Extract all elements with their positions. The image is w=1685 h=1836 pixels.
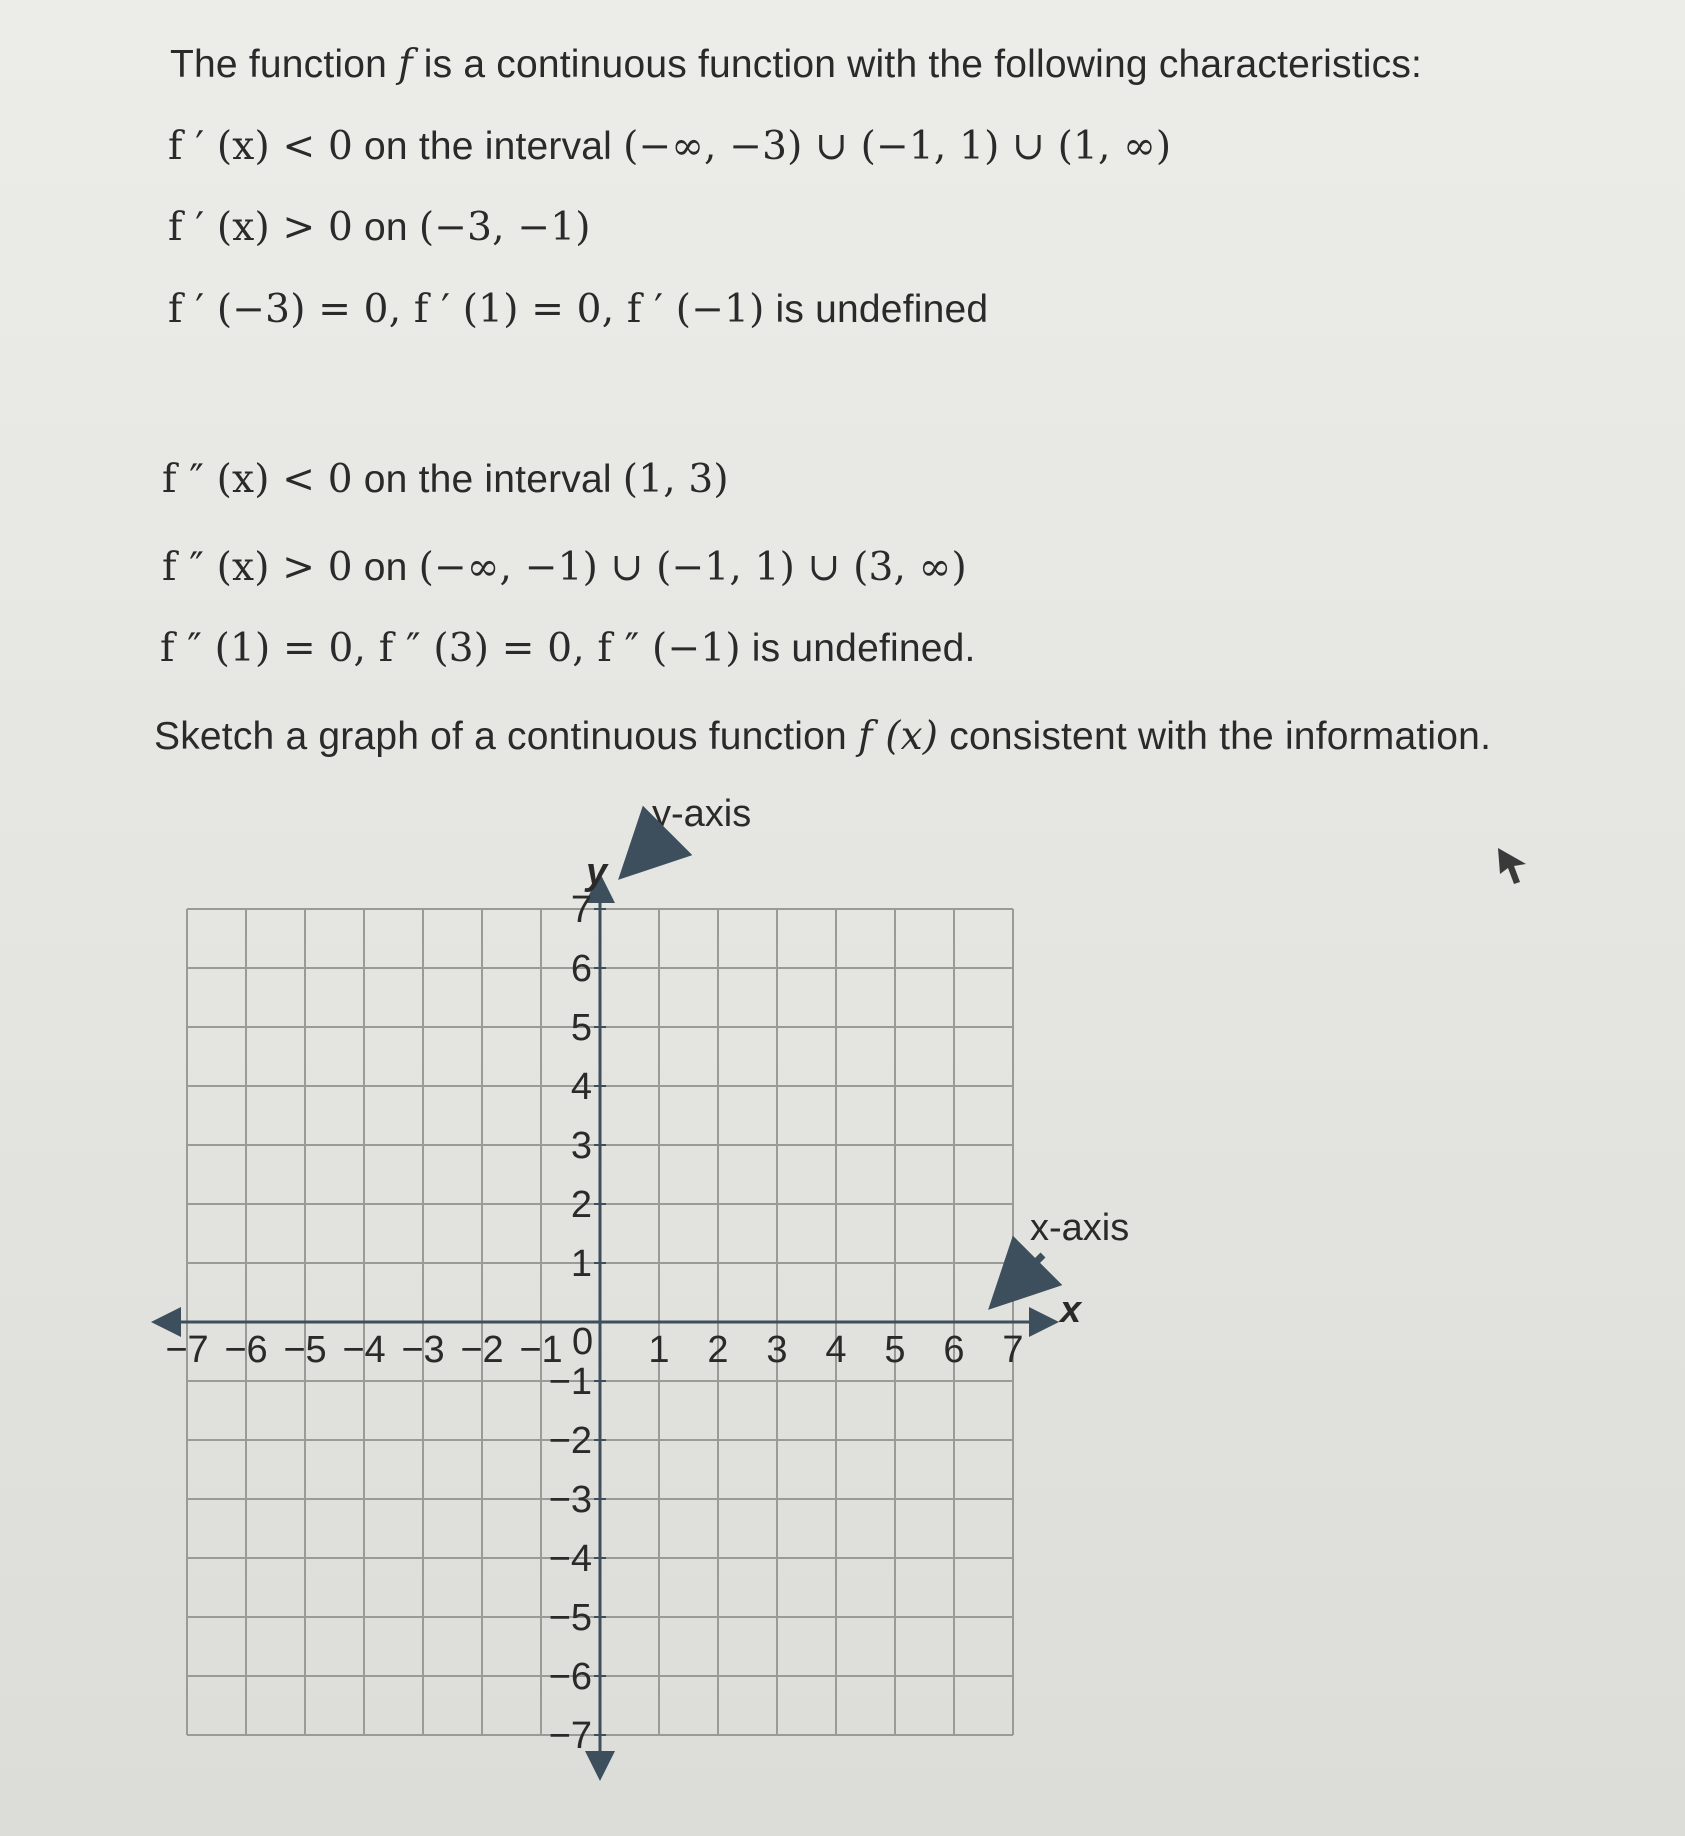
x-tick-label: −6	[224, 1329, 268, 1371]
fpp-pos-interval: (−∞, −1) ∪ (−1, 1) ∪ (3, ∞)	[418, 545, 967, 590]
y-tick-label: −6	[548, 1656, 592, 1698]
fp-pos-text: on	[353, 206, 419, 249]
y-tick-label: −4	[548, 1538, 592, 1580]
fpp-pos-text: on	[352, 546, 419, 589]
x-axis-callout: x-axis	[1030, 1207, 1130, 1249]
y-axis-callout-arrow	[628, 832, 666, 870]
y-tick-label: 5	[570, 1007, 592, 1049]
y-axis-callout: y-axis	[652, 793, 752, 835]
y-axis-label: y	[586, 851, 608, 893]
y-tick-label: −7	[548, 1715, 592, 1757]
x-tick-label: −1	[519, 1329, 563, 1371]
prompt-text-b: consistent with the information.	[938, 715, 1492, 758]
y-tick-label: −5	[548, 1597, 592, 1639]
y-tick-label: −3	[548, 1479, 592, 1521]
x-tick-label: −2	[460, 1329, 504, 1371]
x-tick-label: 6	[943, 1329, 965, 1371]
y-tick-label: 1	[570, 1243, 592, 1285]
x-tick-label: 5	[884, 1329, 906, 1371]
fp-neg-expr: f ′ (x) < 0	[168, 124, 353, 169]
fpp-neg-expr: f ″ (x) < 0	[162, 457, 353, 502]
intro-text-a: The function	[170, 43, 399, 86]
fpp-crit-text: is undefined.	[740, 627, 976, 670]
fp-crit-text: is undefined	[764, 288, 989, 331]
y-tick-label: 4	[570, 1066, 592, 1108]
fpp-crit-expr: f ″ (1) = 0, f ″ (3) = 0, f ″ (−1)	[160, 626, 741, 671]
x-tick-label: −5	[283, 1329, 327, 1371]
intro-text-b: is a continuous function with the following characteristics:	[412, 43, 1423, 86]
x-tick-label: 3	[766, 1329, 788, 1371]
x-axis-label: x	[1060, 1289, 1082, 1331]
origin-label: 0	[572, 1321, 594, 1363]
fpp-neg-interval: (1, 3)	[622, 457, 729, 502]
prompt-function: f (x)	[857, 714, 939, 759]
x-tick-label: −3	[401, 1329, 445, 1371]
y-tick-label: −2	[548, 1420, 592, 1462]
x-tick-label: 1	[648, 1329, 670, 1371]
y-tick-label: −1	[548, 1361, 592, 1403]
mouse-pointer-icon	[1496, 846, 1530, 886]
x-tick-label: 2	[707, 1329, 729, 1371]
y-tick-label: 3	[570, 1125, 592, 1167]
prompt-text-a: Sketch a graph of a continuous function	[154, 715, 858, 758]
fp-pos-interval: (−3, −1)	[418, 205, 591, 250]
y-tick-label: 6	[570, 948, 592, 990]
fpp-pos-expr: f ″ (x) > 0	[162, 545, 353, 590]
fp-neg-text: on the interval	[353, 125, 624, 168]
x-axis-callout-arrow	[998, 1255, 1043, 1300]
x-tick-label: 4	[825, 1329, 847, 1371]
y-tick-label: 2	[570, 1184, 592, 1226]
axes	[157, 879, 1053, 1775]
x-tick-label: −4	[342, 1329, 386, 1371]
y-tick-label: 7	[570, 889, 592, 931]
x-tick-label: −7	[165, 1329, 209, 1371]
intro-function-name: f	[398, 42, 413, 87]
x-tick-label: 7	[1002, 1329, 1024, 1371]
fpp-neg-text: on the interval	[352, 458, 623, 501]
fp-pos-expr: f ′ (x) > 0	[168, 205, 353, 250]
fp-neg-interval: (−∞, −3) ∪ (−1, 1) ∪ (1, ∞)	[623, 124, 1172, 169]
fp-crit-expr: f ′ (−3) = 0, f ′ (1) = 0, f ′ (−1)	[168, 287, 765, 332]
